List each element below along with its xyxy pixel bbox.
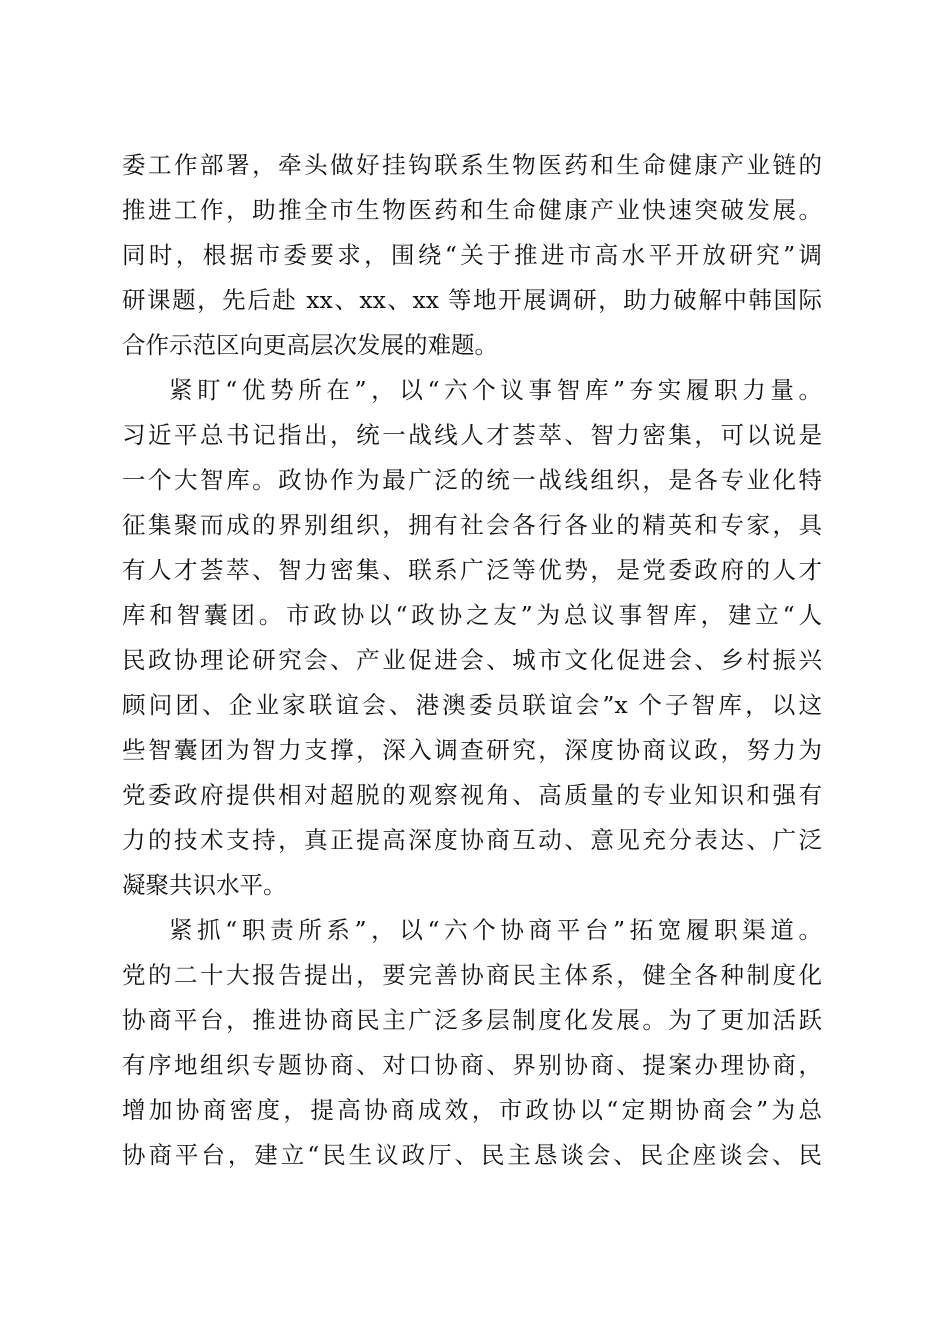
text-line: 推进工作，助推全市生物医药和生命健康产业快速突破发展。 bbox=[122, 196, 822, 224]
text-line: 同时，根据市委要求，围绕“关于推进市高水平开放研究”调 bbox=[122, 241, 822, 269]
document-body bbox=[122, 143, 822, 1178]
paragraph-1 bbox=[122, 143, 822, 368]
text-line: 凝聚共识水平。 bbox=[122, 871, 287, 899]
text-line: 党委政府提供相对超脱的观察视角、高质量的专业知识和强有 bbox=[122, 781, 822, 809]
text-line: 民政协理论研究会、产业促进会、城市文化促进会、乡村振兴 bbox=[122, 646, 822, 674]
text-line: 力的技术支持，真正提高深度协商互动、意见充分表达、广泛 bbox=[122, 826, 822, 854]
text-line: 些智囊团为智力支撑，深入调查研究，深度协商议政，努力为 bbox=[122, 736, 822, 764]
text-line: 顾问团、企业家联谊会、港澳委员联谊会”x 个子智库，以这 bbox=[122, 691, 822, 719]
text-line: 党的二十大报告提出，要完善协商民主体系，健全各种制度化 bbox=[122, 961, 822, 989]
text-line: 征集聚而成的界别组织，拥有社会各行各业的精英和专家，具 bbox=[122, 511, 822, 539]
text-line: 紧盯“优势所在”，以“六个议事智库”夯实履职力量。 bbox=[169, 376, 822, 404]
text-line: 一个大智库。政协作为最广泛的统一战线组织，是各专业化特 bbox=[122, 466, 822, 494]
text-line: 协商平台，推进协商民主广泛多层制度化发展。为了更加活跃 bbox=[122, 1006, 822, 1034]
text-line: 库和智囊团。市政协以“政协之友”为总议事智库，建立“人 bbox=[122, 601, 822, 629]
paragraph-3 bbox=[122, 908, 822, 1178]
text-line: 紧抓“职责所系”，以“六个协商平台”拓宽履职渠道。 bbox=[169, 916, 822, 944]
text-line: 研课题，先后赴 xx、xx、xx 等地开展调研，助力破解中韩国际 bbox=[122, 286, 822, 314]
text-line: 有序地组织专题协商、对口协商、界别协商、提案办理协商， bbox=[122, 1051, 822, 1079]
text-line: 协商平台，建立“民生议政厅、民主恳谈会、民企座谈会、民 bbox=[122, 1141, 822, 1169]
text-line: 增加协商密度，提高协商成效，市政协以“定期协商会”为总 bbox=[122, 1096, 822, 1124]
text-line: 合作示范区向更高层次发展的难题。 bbox=[122, 331, 498, 359]
text-line: 习近平总书记指出，统一战线人才荟萃、智力密集，可以说是 bbox=[122, 421, 822, 449]
paragraph-2 bbox=[122, 368, 822, 908]
text-line: 有人才荟萃、智力密集、联系广泛等优势，是党委政府的人才 bbox=[122, 556, 822, 584]
text-line: 委工作部署，牵头做好挂钩联系生物医药和生命健康产业链的 bbox=[122, 151, 822, 179]
